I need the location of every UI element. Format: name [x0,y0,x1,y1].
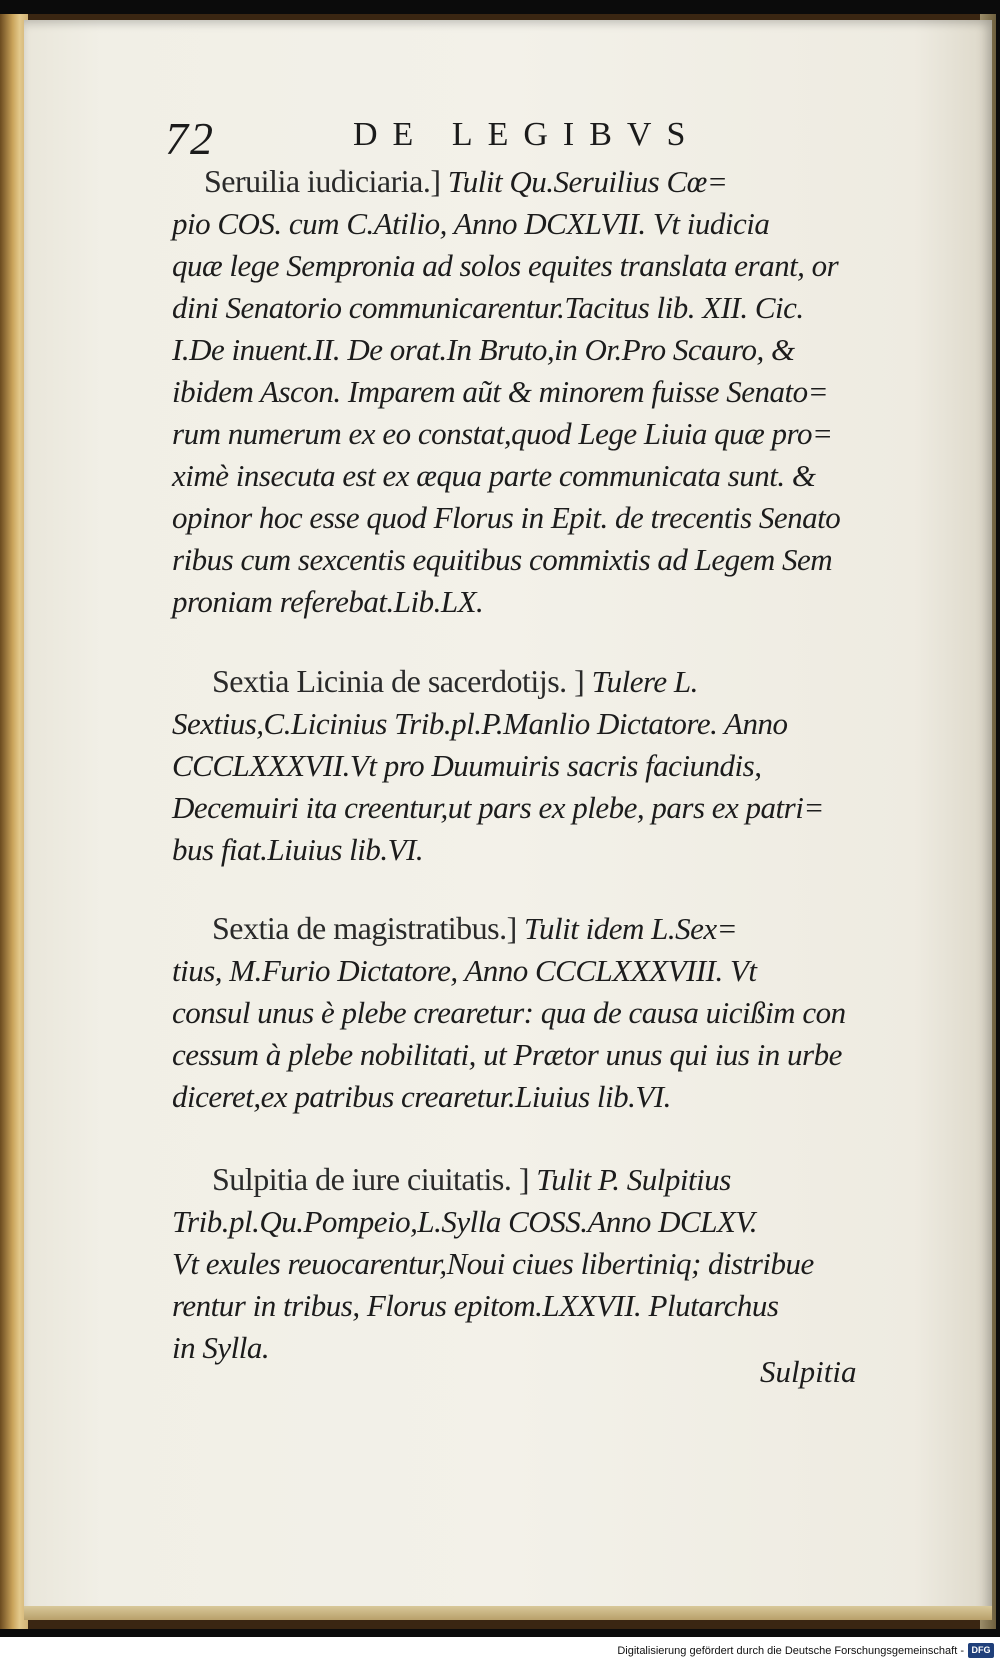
entry-line: I.De inuent.II. De orat.In Bruto,in Or.Pro Scauro, & [172,332,795,367]
law-entry-sulpitia [172,1158,902,1369]
law-entry-sextia-magistratibus [172,907,902,1118]
entry-line: tius, M.Furio Dictatore, Anno CCCLXXXVIII. Vt [172,953,757,988]
digitization-credit: Digitalisierung gefördert durch die Deutsche Forschungsgemeinschaft - [617,1645,964,1657]
entry-lemma: Seruilia iudiciaria.] [204,163,441,199]
running-title: DE LEGIBVS [353,116,701,153]
page-bottom-edge [24,1606,992,1620]
entry-line: opinor hoc esse quod Florus in Epit. de trecentis Senato [172,500,841,535]
entry-line: ribus cum sexcentis equitibus commixtis ad Legem Sem [172,542,833,577]
entry-line: in Sylla. [172,1330,270,1365]
entry-line: consul unus è plebe crearetur: qua de causa uicißim con [172,995,846,1030]
entry-first-line: Sextia de magistratibus.] Tulit idem L.Sex= [212,910,738,946]
entry-line: Vt exules reuocarentur,Noui ciues libertiniq; distribue [172,1246,814,1281]
law-entry-sextia-licinia [172,660,902,871]
page-header [165,112,725,162]
entry-lemma: Sextia de magistratibus.] [212,910,517,946]
entry-line: proniam referebat.Lib.LX. [172,584,484,619]
entry-line: pio COS. cum C.Atilio, Anno DCXLVII. Vt iudicia [172,206,770,241]
entry-first-line: Seruilia iudiciaria.] Tulit Qu.Seruilius Cœ= [204,163,728,199]
entry-lemma: Sextia Licinia de sacerdotijs. ] [212,663,585,699]
entry-first-line: Sextia Licinia de sacerdotijs. ] Tulere L. [212,663,698,699]
entry-line: CCCLXXXVII.Vt pro Duumuiris sacris faciundis, [172,748,762,783]
entry-line: ximè insecuta est ex æqua parte communicata sunt. & [172,458,816,493]
catchword: Sulpitia [760,1354,857,1389]
law-entry-seruilia [172,160,902,623]
entry-lemma: Sulpitia de iure ciuitatis. ] [212,1161,529,1197]
entry-line: ibidem Ascon. Imparem aũt & minorem fuisse Senato= [172,374,829,409]
entry-line: bus fiat.Liuius lib.VI. [172,832,424,867]
dfg-logo-icon: DFG [968,1643,994,1658]
page-number: 72 [165,113,215,164]
entry-first-line: Sulpitia de iure ciuitatis. ] Tulit P. Sulpitius [212,1161,731,1197]
entry-line: dini Senatorio communicarentur.Tacitus lib. XII. Cic. [172,290,804,325]
entry-line: rentur in tribus, Florus epitom.LXXVII. Plutarchus [172,1288,779,1323]
entry-line: Sextius,C.Licinius Trib.pl.P.Manlio Dictatore. Anno [172,706,788,741]
entry-line: diceret,ex patribus crearetur.Liuius lib.VI. [172,1079,671,1114]
entry-line: quæ lege Sempronia ad solos equites translata erant, or [172,248,839,283]
entry-line: cessum à plebe nobilitati, ut Prætor unus qui ius in urbe [172,1037,842,1072]
entry-line: Trib.pl.Qu.Pompeio,L.Sylla COSS.Anno DCLXV. [172,1204,758,1239]
entry-line: rum numerum ex eo constat,quod Lege Liuia quæ pro= [172,416,833,451]
entry-line: Decemuiri ita creentur,ut pars ex plebe, pars ex patri= [172,790,824,825]
